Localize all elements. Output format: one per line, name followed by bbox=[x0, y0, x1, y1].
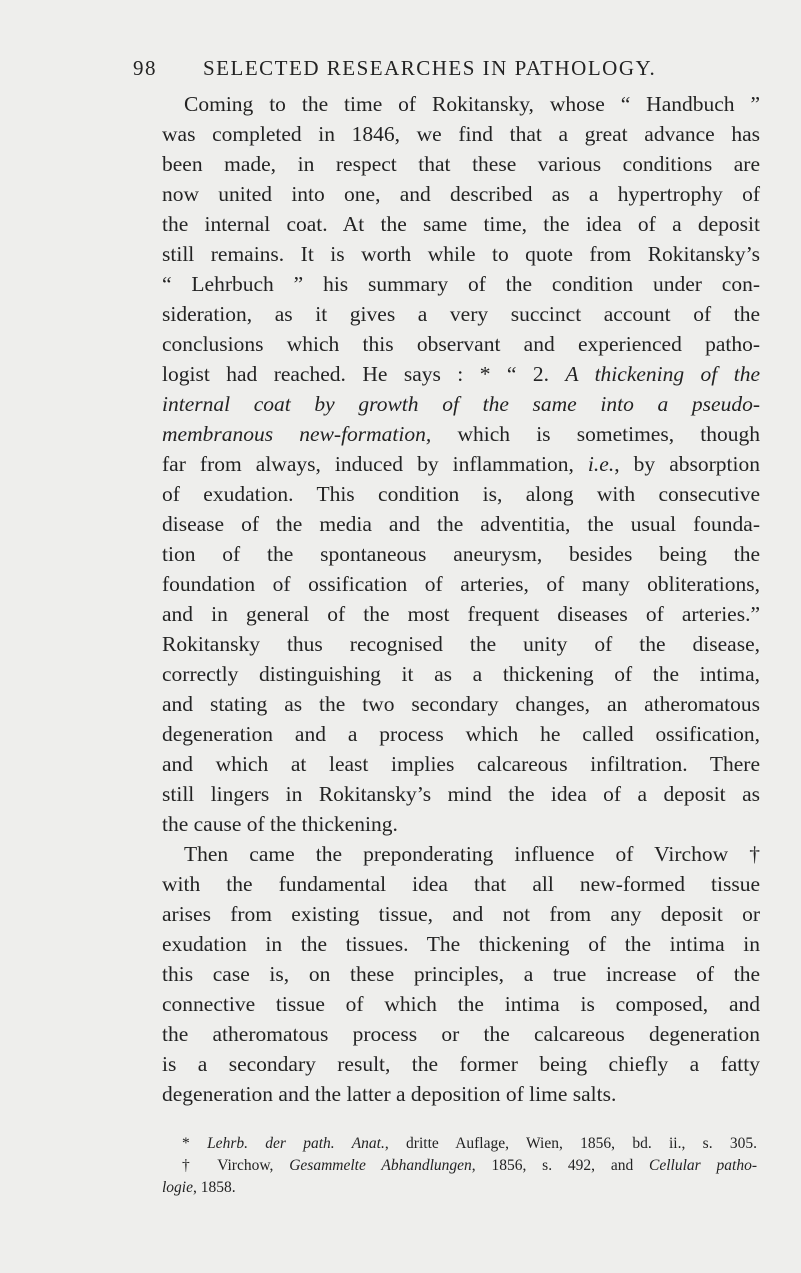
footnote-mark: † Virchow, bbox=[182, 1157, 290, 1174]
footnote-text: , dritte Auflage, Wien, 1856, bd. ii., s. 305. bbox=[384, 1135, 758, 1152]
text-line: and in general of the most frequent diseases of arteries.” bbox=[162, 602, 760, 626]
text-segment: , by absorption bbox=[614, 452, 760, 476]
text-line bbox=[162, 420, 760, 448]
text-line bbox=[162, 360, 760, 388]
footnote-title: logie bbox=[162, 1179, 193, 1196]
text-segment: far from always, induced by inflammation, bbox=[162, 452, 588, 476]
text-line: “ Lehrbuch ” his summary of the condition under con- bbox=[162, 272, 760, 296]
text-segment: logist had reached. He says : * “ 2. bbox=[162, 362, 566, 386]
text-line: now united into one, and described as a hypertrophy of bbox=[162, 182, 760, 206]
quoted-italic: membranous new-formation, bbox=[162, 422, 432, 446]
text-line: correctly distinguishing it as a thickening of the intima, bbox=[162, 662, 760, 686]
text-line: connective tissue of which the intima is composed, and bbox=[162, 992, 760, 1016]
text-line bbox=[162, 390, 760, 418]
ie-italic: i.e. bbox=[587, 452, 615, 476]
text-line: the cause of the thickening. bbox=[162, 812, 398, 836]
quoted-italic: A thickening of the bbox=[565, 362, 760, 386]
text-line: arises from existing tissue, and not from any deposit or bbox=[162, 902, 760, 926]
text-line: was completed in 1846, we find that a great advance has bbox=[162, 122, 760, 146]
text-line: been made, in respect that these various conditions are bbox=[162, 152, 760, 176]
text-line: this case is, on these principles, a true increase of the bbox=[162, 962, 760, 986]
footnote-2-cont bbox=[162, 1177, 757, 1199]
footnote-2 bbox=[182, 1155, 757, 1177]
text-line: Coming to the time of Rokitansky, whose “ Handbuch ” bbox=[184, 92, 760, 116]
text-line: and stating as the two secondary changes, an atheromatous bbox=[162, 692, 760, 716]
text-line: with the fundamental idea that all new-formed tissue bbox=[162, 872, 760, 896]
text-line: and which at least implies calcareous infiltration. There bbox=[162, 752, 760, 776]
text-line: exudation in the tissues. The thickening of the intima in bbox=[162, 932, 760, 956]
text-line: conclusions which this observant and experienced patho- bbox=[162, 332, 760, 356]
text-line: still remains. It is worth while to quote from Rokitansky’s bbox=[162, 242, 760, 266]
footnote-title: Gesammelte Abhandlungen bbox=[289, 1157, 472, 1174]
text-line: foundation of ossification of arteries, of many obliterations, bbox=[162, 572, 760, 596]
text-line: is a secondary result, the former being chiefly a fatty bbox=[162, 1052, 760, 1076]
text-line: the atheromatous process or the calcareous degeneration bbox=[162, 1022, 760, 1046]
text-segment: which is sometimes, though bbox=[431, 422, 760, 446]
footnote-mark: * bbox=[182, 1135, 208, 1152]
footnote-title: Cellular patho- bbox=[649, 1157, 757, 1174]
text-line: sideration, as it gives a very succinct account of the bbox=[162, 302, 760, 326]
text-line: degeneration and the latter a deposition of lime salts. bbox=[162, 1082, 617, 1106]
text-line: degeneration and a process which he called ossification, bbox=[162, 722, 760, 746]
footnote-text: , 1858. bbox=[193, 1179, 236, 1196]
running-header bbox=[133, 56, 753, 80]
text-line: of exudation. This condition is, along with consecutive bbox=[162, 482, 760, 506]
page-number: 98 bbox=[133, 56, 157, 80]
footnote-title: Lehrb. der path. Anat. bbox=[207, 1135, 385, 1152]
text-line: still lingers in Rokitansky’s mind the idea of a deposit as bbox=[162, 782, 760, 806]
text-line: tion of the spontaneous aneurysm, besides being the bbox=[162, 542, 760, 566]
text-line bbox=[162, 450, 760, 478]
text-line: the internal coat. At the same time, the idea of a deposit bbox=[162, 212, 760, 236]
footnote-1 bbox=[182, 1133, 757, 1155]
text-line: disease of the media and the adventitia, the usual founda- bbox=[162, 512, 760, 536]
footnote-text: , 1856, s. 492, and bbox=[471, 1157, 650, 1174]
text-line: Rokitansky thus recognised the unity of the disease, bbox=[162, 632, 760, 656]
running-title: SELECTED RESEARCHES IN PATHOLOGY. bbox=[203, 56, 657, 80]
quoted-italic: internal coat by growth of the same into a pseudo- bbox=[162, 392, 760, 416]
text-line: Then came the preponderating influence of Virchow † bbox=[184, 842, 760, 866]
